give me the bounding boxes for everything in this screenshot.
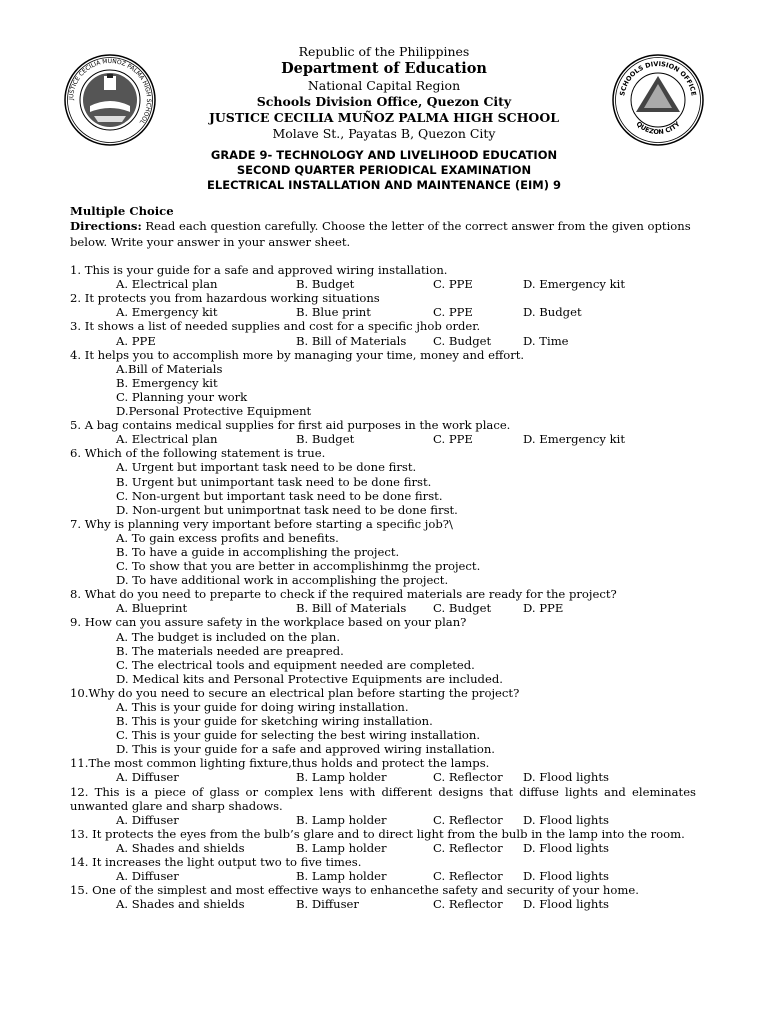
option-a: A. PPE [116,333,156,348]
option-d: D. Flood lights [523,840,609,855]
exam-title [0,148,768,193]
question-12: 12. This is a piece of glass or complex lens with different designs that diffuse lights and eleminates unwanted glare and sharp shadows. [70,784,696,813]
question-6: 6. Which of the following statement is true. [70,446,326,461]
title-line-2: SECOND QUARTER PERIODICAL EXAMINATION [236,163,532,177]
question-13: 13. It protects the eyes from the bulb’s glare and to direct light from the bulb in the lamp into the room. [70,826,685,841]
option-c: C. PPE [433,277,473,292]
option-c: C. To show that you are better in accomplishinmg the project. [116,559,481,574]
option-c: C. PPE [433,432,473,447]
question-3-options [70,334,696,348]
title-line-1: GRADE 9- TECHNOLOGY AND LIVELIHOOD EDUCATION [210,148,558,162]
option-c: C. Planning your work [116,389,248,404]
option-d: D. Non-urgent but unimportnat task need to be done first. [116,502,458,517]
option-a: A. The budget is included on the plan. [116,629,341,644]
section-heading: Multiple Choice [70,204,174,218]
option-a: A. Emergency kit [116,305,218,320]
option-b: B. Bill of Materials [296,333,407,348]
option-a: A.Bill of Materials [116,361,223,376]
directions [70,218,696,250]
option-c: C. Non-urgent but important task need to be done first. [116,488,443,503]
school-name: JUSTICE CECILIA MUÑOZ PALMA HIGH SCHOOL [208,110,560,125]
option-d: D. Budget [523,305,582,320]
svg-text:JUSTICE CECILIA MUÑOZ PALMA HI: JUSTICE CECILIA MUÑOZ PALMA HIGH SCHOOL [67,57,153,126]
question-1-options [70,277,696,291]
option-c: C. Reflector [433,812,503,827]
question-14-options [70,869,696,883]
region-line: National Capital Region [307,78,461,93]
option-b: B. Bill of Materials [296,601,407,616]
question-8: 8. What do you need to preparte to check if the required materials are ready for the project? [70,587,617,602]
department-name: Department of Education [281,60,487,77]
question-10: 10.Why do you need to secure an electrical plan before starting the project? [70,685,520,700]
option-d: D. To have additional work in accomplishing the project. [116,573,449,588]
option-d: D.Personal Protective Equipment [116,404,312,419]
option-c: C. Budget [433,601,492,616]
option-a: A. Shades and shields [116,897,245,912]
option-a: A. Diffuser [116,869,179,884]
option-c: C. This is your guide for selecting the best wiring installation. [116,728,481,743]
option-a: A. Urgent but important task need to be done first. [116,460,417,475]
option-c: C. Reflector [433,840,503,855]
option-b: B. Lamp holder [296,869,387,884]
question-1: 1. This is your guide for a safe and approved wiring installation. [70,263,448,278]
question-5: 5. A bag contains medical supplies for first aid purposes in the work place. [70,418,511,433]
question-12-options [70,813,696,827]
directions-label: Directions: [70,219,142,234]
option-a: A. Diffuser [116,770,179,785]
option-a: A. Electrical plan [116,277,218,292]
option-d: D. Flood lights [523,897,609,912]
option-d: D. Flood lights [523,812,609,827]
option-d: D. This is your guide for a safe and approved wiring installation. [116,742,495,757]
option-b: B. This is your guide for sketching wiring installation. [116,714,433,729]
svg-text:SCHOOLS DIVISION OFFICE: SCHOOLS DIVISION OFFICE [618,59,698,97]
letterhead [0,44,768,142]
question-4: 4. It helps you to accomplish more by managing your time, money and effort. [70,347,525,362]
question-5-options [70,432,696,446]
option-d: D. PPE [523,601,564,616]
question-13-options [70,841,696,855]
option-b: B. Lamp holder [296,840,387,855]
option-b: B. The materials needed are preapred. [116,643,344,658]
option-d: D. Time [523,333,569,348]
option-b: B. Blue print [296,305,371,320]
option-d: D. Flood lights [523,869,609,884]
school-address: Molave St., Payatas B, Quezon City [272,126,496,141]
question-11-options [70,770,696,784]
option-b: B. To have a guide in accomplishing the project. [116,544,400,559]
option-a: A. Electrical plan [116,432,218,447]
question-2-options [70,305,696,319]
option-a: A. Shades and shields [116,840,245,855]
option-d: D. Flood lights [523,770,609,785]
option-b: B. Budget [296,432,355,447]
question-7: 7. Why is planning very important before starting a specific job?\ [70,516,453,531]
option-c: C. PPE [433,305,473,320]
option-d: D. Emergency kit [523,432,625,447]
option-a: A. Diffuser [116,812,179,827]
option-a: A. Blueprint [116,601,188,616]
question-15: 15. One of the simplest and most effective ways to enhancethe safety and security of your home. [70,883,639,898]
question-14: 14. It increases the light output two to five times. [70,855,362,870]
option-c: C. Reflector [433,770,503,785]
option-b: B. Lamp holder [296,770,387,785]
option-a: A. To gain excess profits and benefits. [116,530,339,545]
option-d: D. Emergency kit [523,277,625,292]
option-c: C. The electrical tools and equipment needed are completed. [116,657,475,672]
directions-text: Read each question carefully. Choose the letter of the correct answer from the given options below. Write your answer in your answer sheet. [70,219,691,250]
svg-text:QUEZON CITY: QUEZON CITY [634,119,682,137]
option-b: B. Lamp holder [296,812,387,827]
option-b: B. Budget [296,277,355,292]
question-3: 3. It shows a list of needed supplies and cost for a specific jhob order. [70,319,481,334]
question-15-options [70,897,696,911]
question-11: 11.The most common lighting fixture,thus holds and protect the lamps. [70,756,490,771]
option-b: B. Diffuser [296,897,359,912]
title-line-3: ELECTRICAL INSTALLATION AND MAINTENANCE (EIM) 9 [207,178,561,192]
division-line: Schools Division Office, Quezon City [256,94,512,109]
option-c: C. Budget [433,333,492,348]
option-a: A. This is your guide for doing wiring installation. [116,700,409,714]
exam-content [70,204,696,911]
option-c: C. Reflector [433,897,503,912]
question-2: 2. It protects you from hazardous working situations [70,291,380,306]
option-b: B. Emergency kit [116,375,218,390]
option-b: B. Urgent but unimportant task need to be done first. [116,474,432,489]
option-d: D. Medical kits and Personal Protective Equipments are included. [116,671,503,686]
republic-line: Republic of the Philippines [298,44,470,59]
question-8-options [70,601,696,615]
question-9: 9. How can you assure safety in the workplace based on your plan? [70,615,467,630]
option-c: C. Reflector [433,869,503,884]
